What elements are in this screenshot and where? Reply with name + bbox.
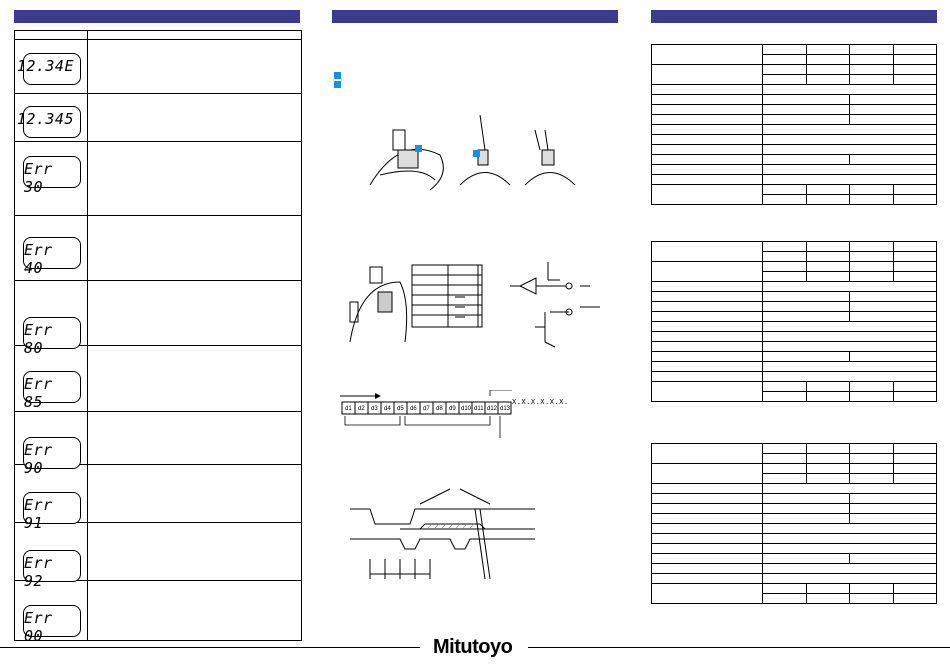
section-header-left	[14, 10, 300, 23]
lcd-display: Err 91	[23, 492, 81, 524]
lcd-display: 12.34E	[23, 53, 81, 85]
lcd-display: Err 00	[23, 605, 81, 637]
brand-logo: Mitutoyo	[433, 636, 513, 658]
sample-value: X.X.X.X.X.X.	[512, 398, 569, 406]
connector-illustration	[360, 115, 600, 195]
footer-rule-right	[528, 647, 950, 648]
error-table	[14, 30, 302, 645]
footer-rule-left	[0, 647, 420, 648]
digit-labels: d1 d2 d3 d4 d5 d6 d7 d8 d9 d10 d11 d12 d13	[345, 406, 511, 412]
bullet-square-icon	[334, 72, 341, 79]
bullet-square-icon	[334, 81, 341, 88]
spec-table-2	[651, 241, 937, 402]
spec-table-1	[651, 44, 937, 205]
lcd-display: 12.345	[23, 106, 81, 138]
lcd-display: Err 30	[23, 156, 81, 188]
lcd-display: Err 40	[23, 237, 81, 269]
lcd-display: Err 90	[23, 437, 81, 469]
section-header-right	[651, 10, 937, 23]
section-header-middle	[332, 10, 618, 23]
pin-illustration	[340, 262, 620, 352]
timing-chart	[340, 484, 540, 584]
lcd-display: Err 85	[23, 371, 81, 403]
lcd-display: Err 80	[23, 317, 81, 349]
lcd-display: Err 92	[23, 550, 81, 582]
spec-table-3	[651, 443, 937, 604]
